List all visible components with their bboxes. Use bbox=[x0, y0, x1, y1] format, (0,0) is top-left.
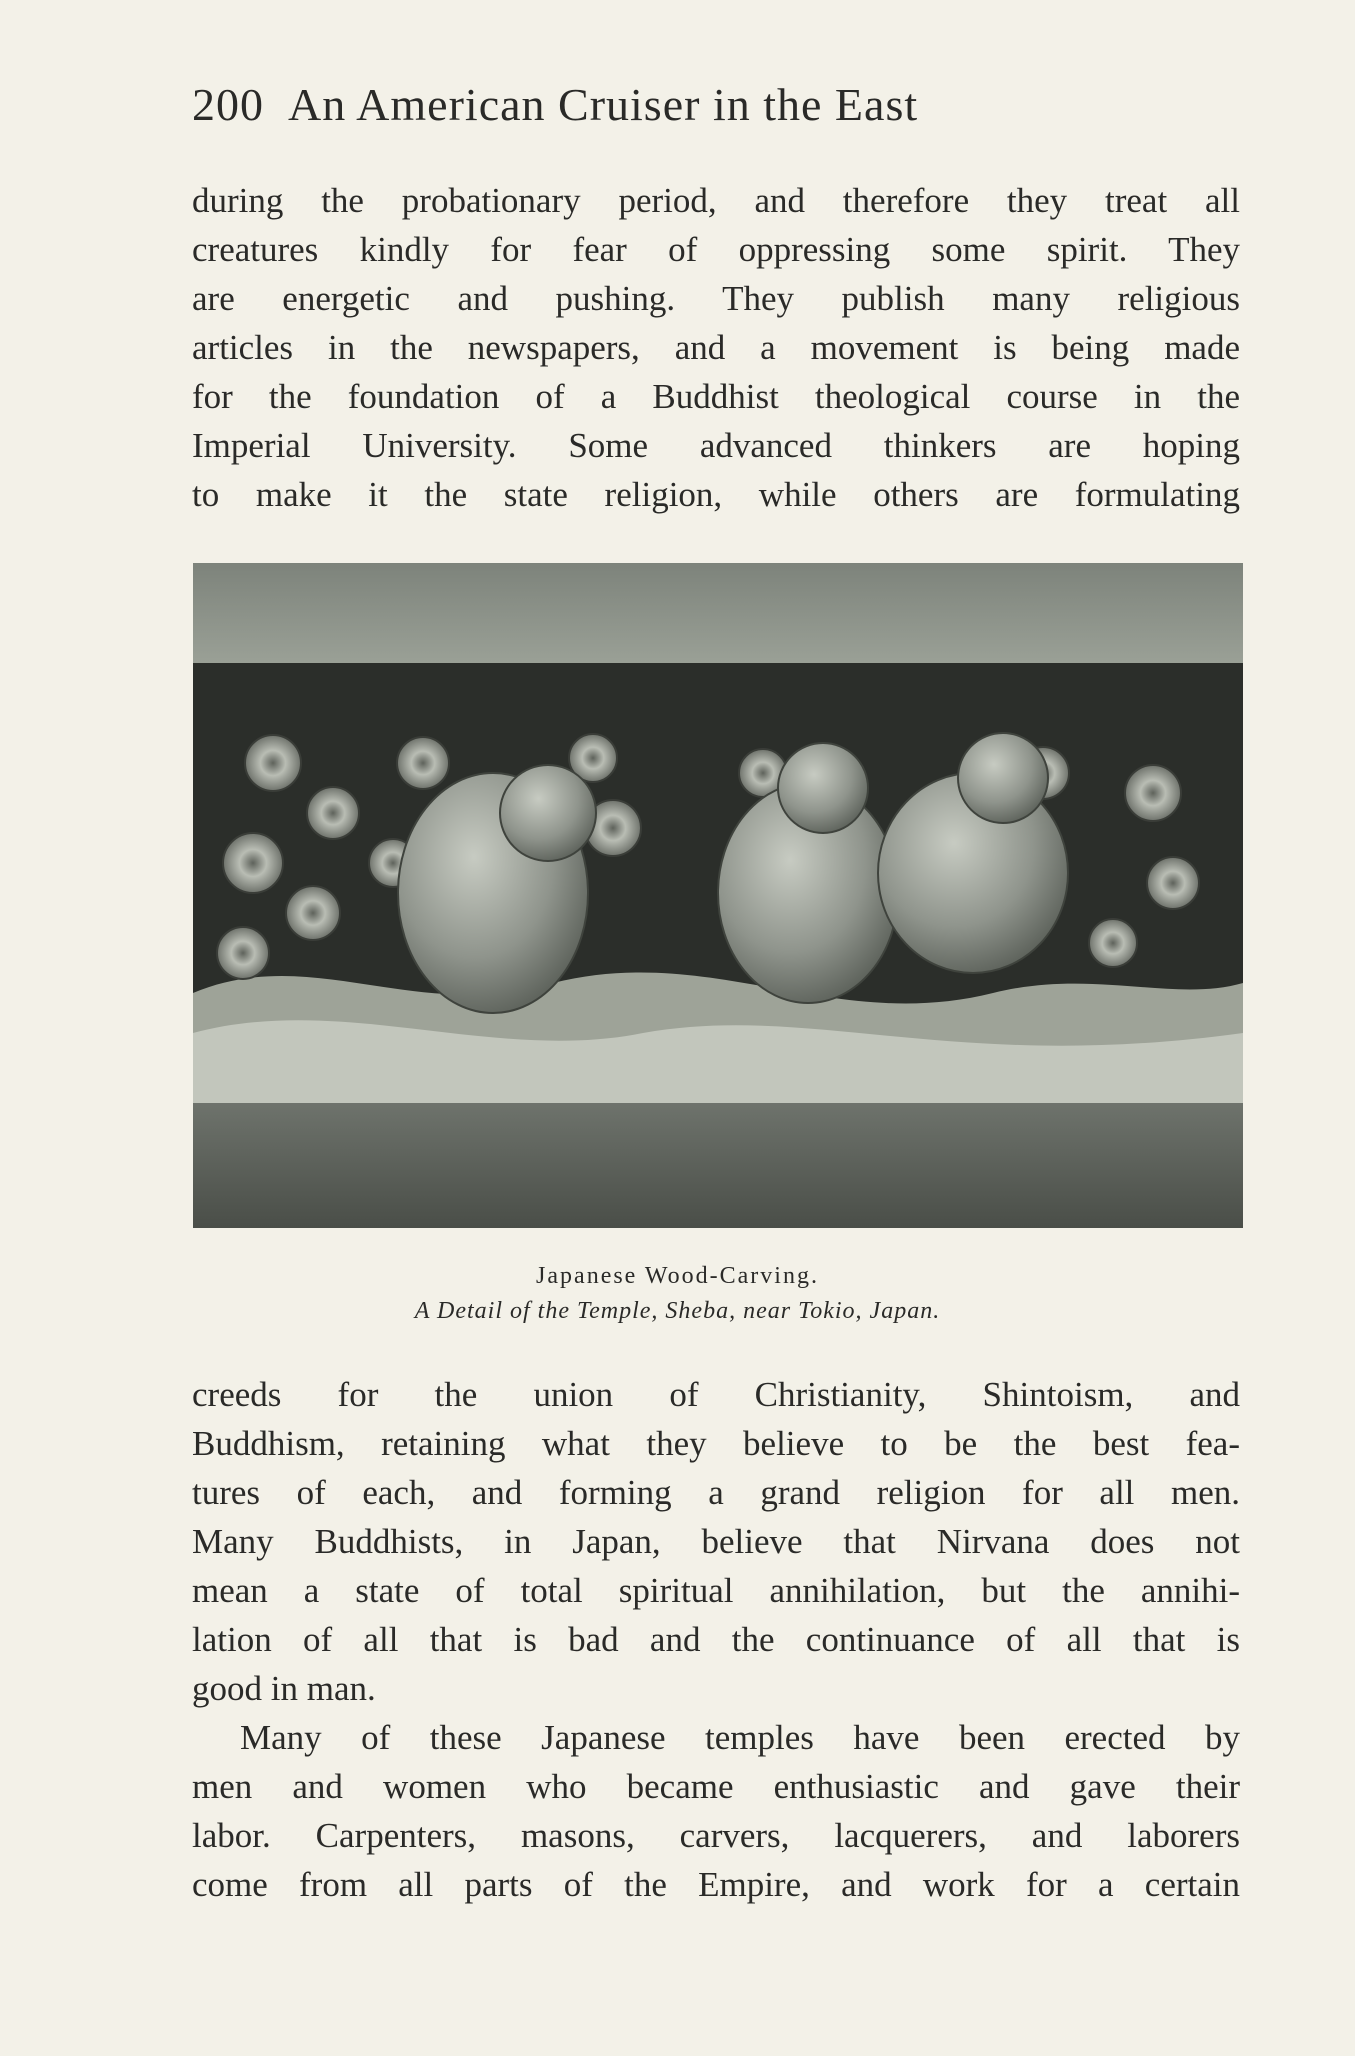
text-line: tures of each, and forming a grand religion for all men. bbox=[192, 1473, 1240, 1512]
running-header bbox=[192, 78, 1152, 138]
text-line: articles in the newspapers, and a movement is being made bbox=[192, 328, 1240, 367]
text-line: creatures kindly for fear of oppressing some spirit. They bbox=[192, 230, 1240, 269]
plate-caption-title: Japanese Wood-Carving. bbox=[536, 1263, 819, 1289]
text-line: creeds for the union of Christianity, Shintoism, and bbox=[192, 1375, 1240, 1414]
text-line: Many of these Japanese temples have been erected by bbox=[240, 1718, 1240, 1757]
text-line: Imperial University. Some advanced thinkers are hoping bbox=[192, 426, 1240, 465]
text-line: during the probationary period, and therefore they treat all bbox=[192, 181, 1240, 220]
text-line: Buddhism, retaining what they believe to be the best fea- bbox=[192, 1424, 1240, 1463]
wood-carving-photograph bbox=[193, 563, 1243, 1228]
paragraph-3 bbox=[192, 1713, 1240, 1909]
text-line: are energetic and pushing. They publish many religious bbox=[192, 279, 1240, 318]
text-line: lation of all that is bad and the continuance of all that is bbox=[192, 1620, 1240, 1659]
text-line: Many Buddhists, in Japan, believe that Nirvana does not bbox=[192, 1522, 1240, 1561]
page-number: 200 bbox=[192, 79, 264, 130]
text-line: men and women who became enthusiastic and gave their bbox=[192, 1767, 1240, 1806]
paragraph-1 bbox=[192, 176, 1240, 519]
text-line: mean a state of total spiritual annihilation, but the annihi- bbox=[192, 1571, 1240, 1610]
text-line: good in man. bbox=[192, 1669, 376, 1708]
running-title: An American Cruiser in the East bbox=[288, 79, 919, 130]
plate-caption-subtitle: A Detail of the Temple, Sheba, near Tokio, Japan. bbox=[414, 1298, 941, 1324]
text-line: to make it the state religion, while others are formulating bbox=[192, 475, 1240, 514]
text-line: come from all parts of the Empire, and work for a certain bbox=[192, 1865, 1240, 1904]
text-line: for the foundation of a Buddhist theological course in the bbox=[192, 377, 1240, 416]
text-line: labor. Carpenters, masons, carvers, lacquerers, and laborers bbox=[192, 1816, 1240, 1855]
paragraph-2 bbox=[192, 1370, 1240, 1713]
